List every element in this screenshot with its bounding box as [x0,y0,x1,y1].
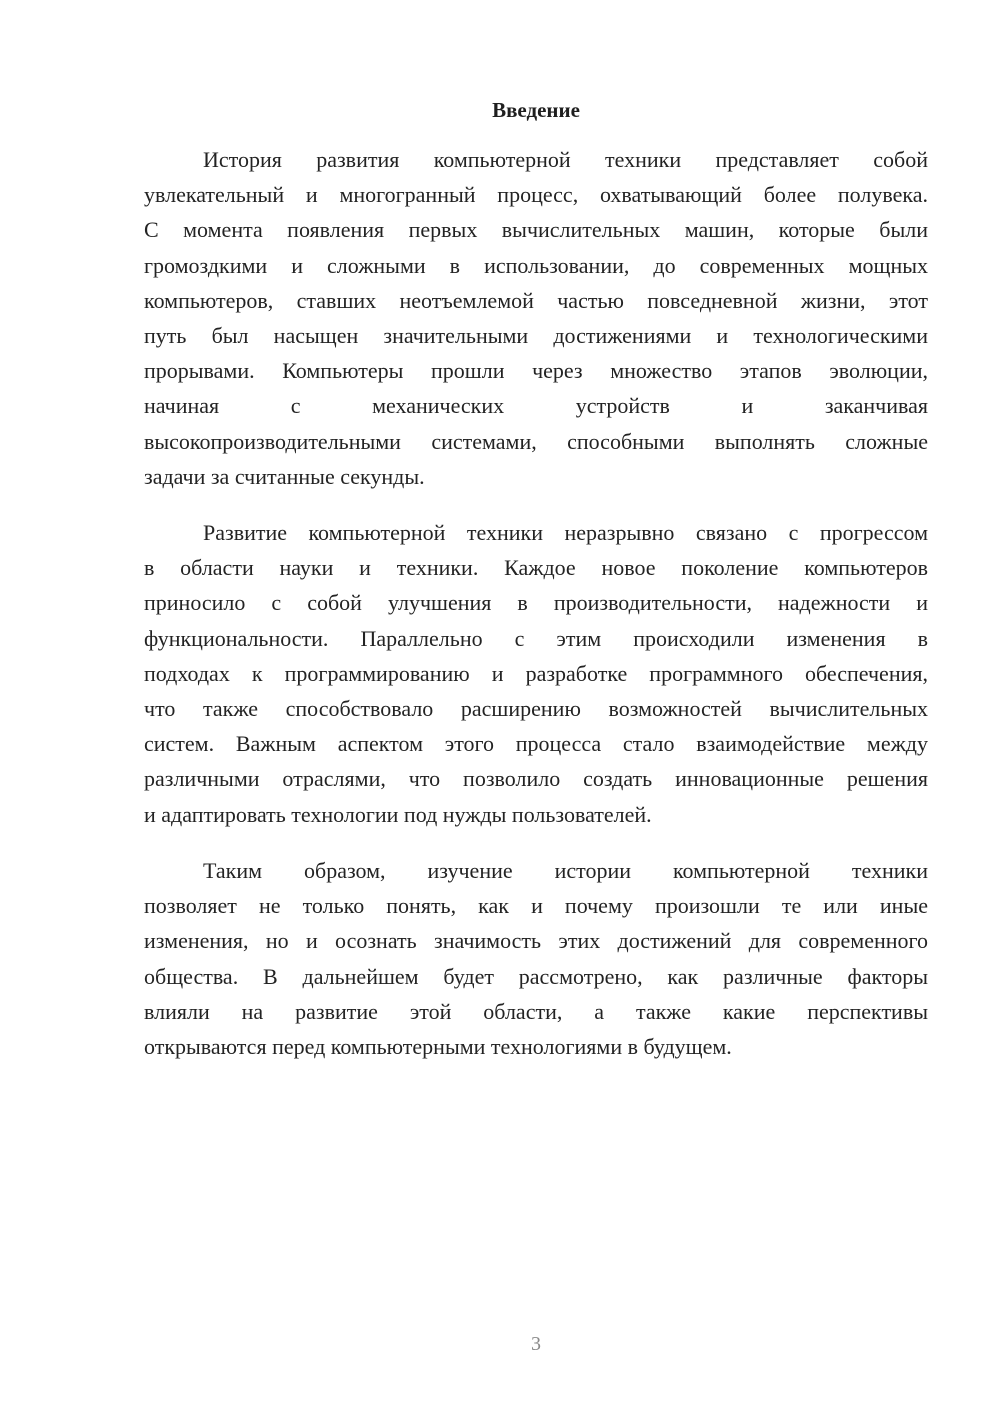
text-line: начиная с механических устройств и заканчивая [144,393,928,419]
text-line: путь был насыщен значительными достижениями и технологическими [144,323,928,349]
text-line: систем. Важным аспектом этого процесса стало взаимодействие между [144,731,928,757]
text-line: влияли на развитие этой области, а также какие перспективы [144,998,928,1024]
text-line: компьютеров, ставших неотъемлемой частью повседневной жизни, этот [144,287,928,313]
text-line: различными отраслями, что позволило создать инновационные решения [144,766,928,792]
text-line: подходах к программированию и разработке программного обеспечения, [144,660,928,686]
page-title: Введение [492,98,580,122]
paragraph-2 [144,515,928,832]
text-line: увлекательный и многогранный процесс, охватывающий более полувека. [144,182,928,208]
text-line: История развития компьютерной техники представляет собой [203,147,928,172]
text-line: приносило с собой улучшения в производительности, надежности и [144,590,928,616]
text-line: Таким образом, изучение истории компьютерной техники [203,858,928,883]
text-line: громоздкими и сложными в использовании, до современных мощных [144,252,928,278]
paragraph-3 [144,853,928,1064]
text-line: прорывами. Компьютеры прошли через множество этапов эволюции, [144,358,928,384]
text-line: изменения, но и осознать значимость этих достижений для современного [144,928,928,954]
text-line: С момента появления первых вычислительных машин, которые были [144,217,928,243]
text-line: Развитие компьютерной техники неразрывно связано с прогрессом [203,520,928,545]
text-line: открываются перед компьютерными технологиями в будущем. [144,1034,732,1060]
text-line: функциональности. Параллельно с этим происходили изменения в [144,625,928,651]
text-line: позволяет не только понять, как и почему произошли те или иные [144,893,928,919]
page-number: 3 [531,1333,541,1355]
text-line: задачи за считанные секунды. [144,463,425,489]
text-line: общества. В дальнейшем будет рассмотрено, как различные факторы [144,963,928,989]
paragraph-1 [144,142,928,494]
text-line: высокопроизводительными системами, способными выполнять сложные [144,428,928,454]
text-line: и адаптировать технологии под нужды пользователей. [144,801,652,827]
text-line: в области науки и техники. Каждое новое поколение компьютеров [144,555,928,581]
text-line: что также способствовало расширению возможностей вычислительных [144,696,928,722]
